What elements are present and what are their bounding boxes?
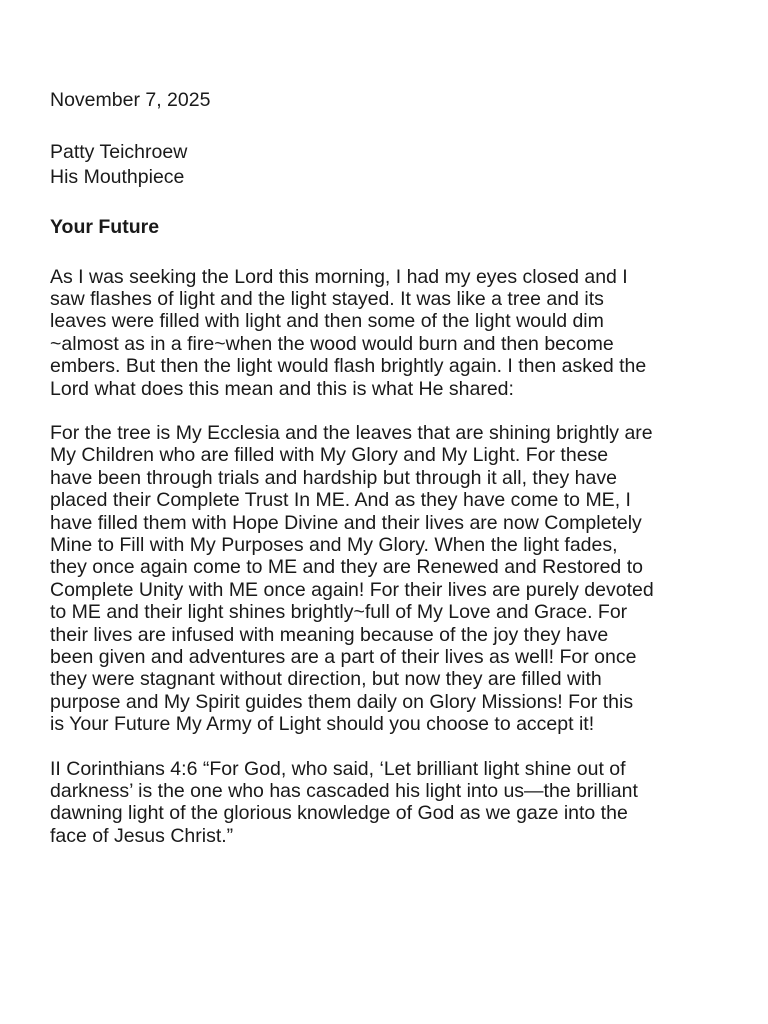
text-line: embers. But then the light would flash brightly again. I then asked the [50, 355, 647, 378]
text-line: darkness’ is the one who has cascaded his light into us—the brilliant [50, 780, 638, 803]
text-line: they once again come to ME and they are Renewed and Restored to [50, 556, 643, 579]
text-line: placed their Complete Trust In ME. And as they have come to ME, I [50, 489, 631, 512]
text-line: Complete Unity with ME once again! For their lives are purely devoted [50, 578, 654, 601]
text-line: My Children who are filled with My Glory and My Light. For these [50, 444, 609, 467]
paragraph-message [50, 422, 740, 736]
text-line: have been through trials and hardship but through it all, they have [50, 466, 617, 489]
text-line: Lord what does this mean and this is what He shared: [50, 377, 514, 400]
text-line: leaves were filled with light and then some of the light would dim [50, 310, 604, 333]
text-line: ~almost as in a fire~when the wood would burn and then become [50, 332, 614, 355]
paragraph-vision [50, 266, 740, 400]
letter-title: Your Future [50, 215, 160, 238]
letter-page [50, 88, 740, 869]
text-line: they were stagnant without direction, but now they are filled with [50, 668, 602, 691]
text-line: For the tree is My Ecclesia and the leaves that are shining brightly are [50, 421, 653, 444]
letter-date: November 7, 2025 [50, 89, 211, 111]
text-line: to ME and their light shines brightly~full of My Love and Grace. For [50, 601, 628, 624]
text-line: face of Jesus Christ.” [50, 824, 234, 847]
text-line: have filled them with Hope Divine and their lives are now Completely [50, 511, 642, 534]
text-line: dawning light of the glorious knowledge of God as we gaze into the [50, 802, 628, 825]
text-line: their lives are infused with meaning because of the joy they have [50, 623, 609, 646]
paragraph-scripture [50, 758, 740, 848]
text-line: saw flashes of light and the light stayed. It was like a tree and its [50, 287, 604, 310]
text-line: been given and adventures are a part of their lives as well! For once [50, 646, 637, 668]
author-title: His Mouthpiece [50, 166, 185, 188]
text-line: Mine to Fill with My Purposes and My Glory. When the light fades, [50, 533, 618, 556]
text-line: is Your Future My Army of Light should you choose to accept it! [50, 713, 595, 736]
text-line: II Corinthians 4:6 “For God, who said, ‘Let brilliant light shine out of [50, 757, 626, 780]
text-line: As I was seeking the Lord this morning, I had my eyes closed and I [50, 265, 628, 288]
text-line: purpose and My Spirit guides them daily on Glory Missions! For this [50, 690, 634, 713]
author-name: Patty Teichroew [50, 140, 188, 163]
author-block [50, 140, 740, 191]
